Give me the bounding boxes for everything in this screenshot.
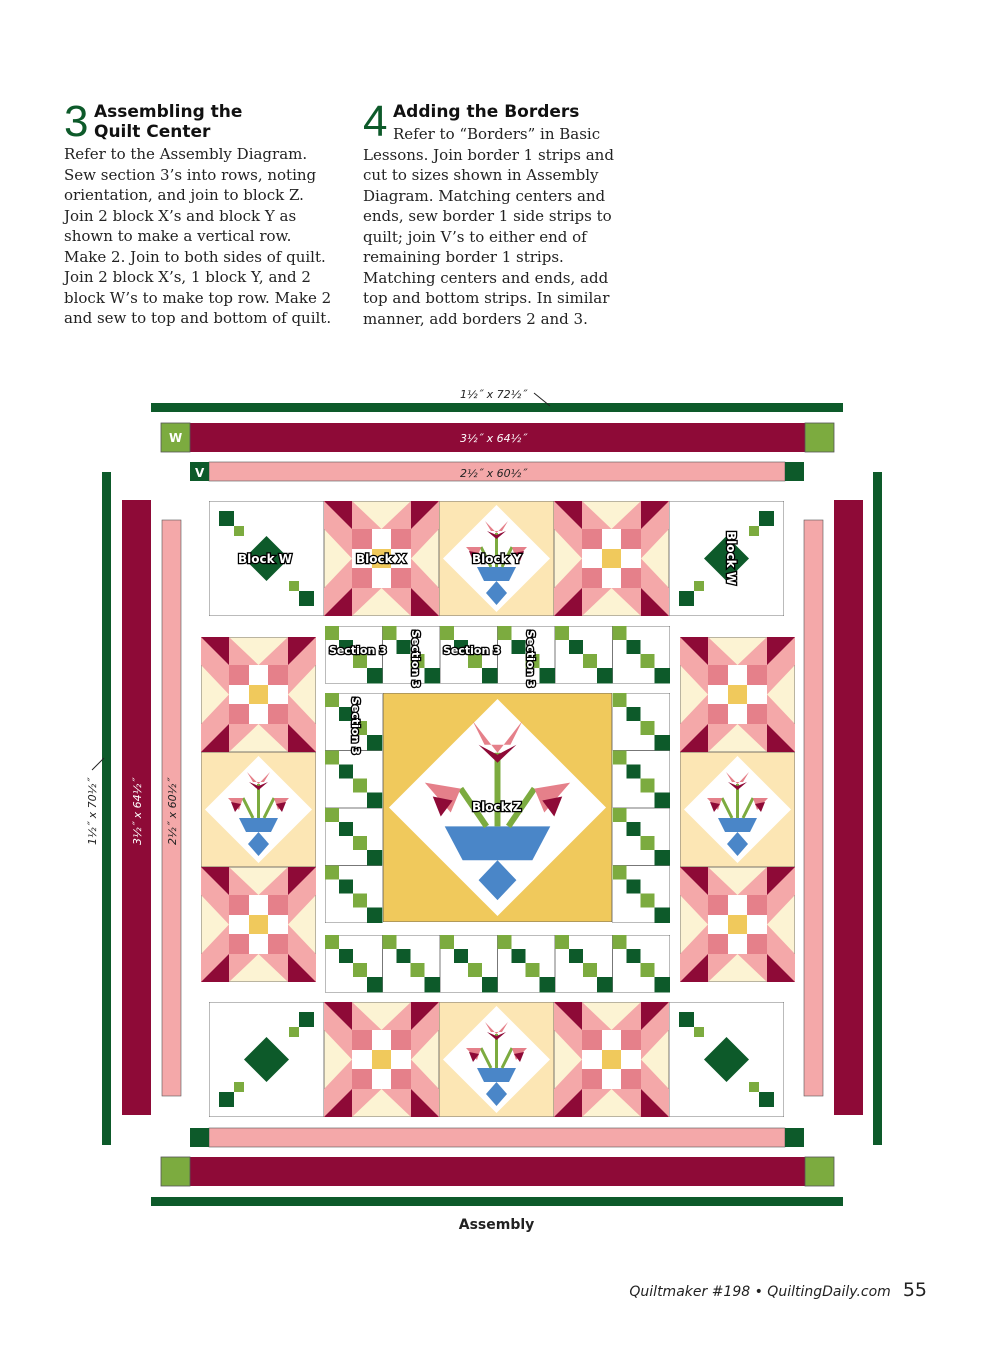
block-y xyxy=(680,752,795,867)
border-1-bottom xyxy=(209,1128,785,1147)
page-number: 55 xyxy=(902,1279,927,1301)
footer-source: Quiltmaker #198 • QuiltingDaily.com xyxy=(629,1284,891,1300)
block-x xyxy=(201,867,316,982)
step-body: Refer to “Borders” in Basic Lessons. Join border 1 strips and cut to sizes shown in Assembly Diagram. Matching centers and ends, sew border 1 side strips to quilt; join V’s to either end of remaining border 1 strips. Matching centers and ends, add top and bottom strips. In similar manner, add borders 2 and 3. xyxy=(363,125,614,328)
border-3-bottom xyxy=(151,1197,843,1206)
step-body: Refer to the Assembly Diagram. Sew section 3’s into rows, noting orientation, and join to block Z. Join 2 block X’s and block Y as shown to make a vertical row. Make 2. Join to both sides of quilt. Join 2 block X’s, 1 block Y, and 2 block W’s to make top row. Make 2 and sew to top and bottom of quilt. xyxy=(64,145,332,327)
corner-v xyxy=(785,1128,804,1147)
block-x xyxy=(554,1002,669,1117)
step-title: Adding the Borders xyxy=(393,102,580,122)
block-y xyxy=(439,1002,554,1117)
border-3-top-dim: 1½˝ x 72½˝ xyxy=(460,388,527,401)
border-2-bottom xyxy=(190,1157,805,1186)
block-y xyxy=(201,752,316,867)
corner-w xyxy=(161,1157,190,1186)
block-x xyxy=(201,637,316,752)
corner-v-label: V xyxy=(195,466,205,480)
block-x xyxy=(324,1002,439,1117)
border-3-left xyxy=(102,472,111,1145)
corner-v xyxy=(190,1128,209,1147)
section-3-label: Section 3 xyxy=(329,644,387,657)
corner-w-label: W xyxy=(169,431,183,445)
section-3-label: Section 3 xyxy=(349,697,362,755)
section-3-label: Section 3 xyxy=(409,630,422,688)
border-3-top xyxy=(151,403,843,412)
corner-v xyxy=(785,462,804,481)
border-2-right xyxy=(834,500,863,1115)
step-title: Assembling the Quilt Center xyxy=(94,102,243,142)
block-w xyxy=(209,1002,324,1117)
block-z-label: Block Z xyxy=(472,800,522,814)
border-3-side-dim: 1½˝ x 70½˝ xyxy=(86,778,99,845)
block-x xyxy=(554,501,669,616)
step-number: 3 xyxy=(64,97,89,146)
assembly-diagram xyxy=(0,380,993,1210)
border-1-side-dim: 2½˝ x 60½˝ xyxy=(166,778,179,845)
block-x xyxy=(680,867,795,982)
page-footer xyxy=(629,1279,927,1301)
block-y-label: Block Y xyxy=(472,552,522,566)
corner-w xyxy=(805,1157,834,1186)
block-w-label: Block W xyxy=(238,552,293,566)
block-x-label: Block X xyxy=(356,552,407,566)
block-w-label: Block W xyxy=(724,531,738,586)
border-3-right xyxy=(873,472,882,1145)
section-3-bottom-row xyxy=(325,935,670,993)
border-2-side-dim: 3½˝ x 64½˝ xyxy=(131,778,144,845)
section-3-right-column xyxy=(613,693,671,923)
border-2-top-dim: 3½˝ x 64½˝ xyxy=(460,432,527,445)
block-x xyxy=(680,637,795,752)
step-number: 4 xyxy=(363,97,388,146)
border-1-top-dim: 2½˝ x 60½˝ xyxy=(460,467,527,480)
border-1-right xyxy=(804,520,823,1096)
section-3-label: Section 3 xyxy=(443,644,501,657)
diagram-caption: Assembly xyxy=(458,1217,535,1233)
block-w xyxy=(669,1002,784,1117)
section-3-label: Section 3 xyxy=(524,630,537,688)
corner-w xyxy=(805,423,834,452)
